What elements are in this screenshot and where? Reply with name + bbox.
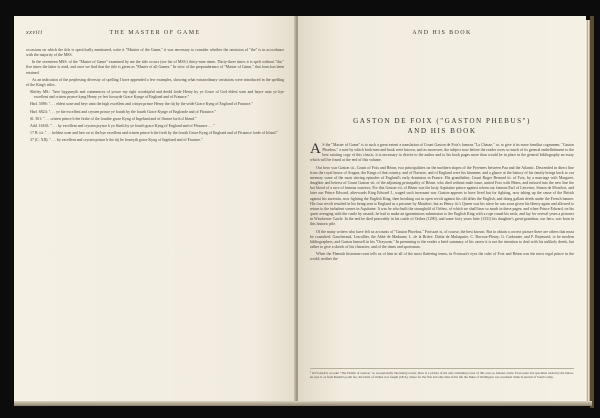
left-page xyxy=(14,16,296,401)
running-title: AND HIS BOOK xyxy=(412,30,472,36)
paragraph xyxy=(310,143,574,164)
paragraph: 37 (C. XII): ". . . by excellent and crysten prince h the iiij be foureyth grace Kyng of Ingeland and of Fraunce." xyxy=(30,138,203,143)
running-title: THE MASTER OF GAME xyxy=(109,30,201,36)
left-running-head xyxy=(26,30,284,36)
book-cover-edge xyxy=(590,16,594,408)
paragraph: occasions on which the title is specifically mentioned, write it "Maister of the Game," it was necessary to consider whether the omission of "the" is in accordance with the majority of the MSS. xyxy=(26,48,284,58)
right-page xyxy=(298,16,586,401)
chapter-title-main: GASTON DE FOIX ("GASTON PHEBUS") xyxy=(353,117,531,125)
drop-cap: A xyxy=(310,141,321,157)
right-body-text xyxy=(310,143,574,264)
right-running-head xyxy=(310,30,574,36)
paragraph-text: S the "Master of Game" is to such a great extent a translation of Count Gaston de Foix's famous "La Chasse," or, to give it its more familiar cognomen, "Gaston Phoebus," a note by which both men and book were known, and as moreover, the subject now before the reader owes so much of its general embellishment to the best existing copy of this classic, it is necessary to devote to the author and to his book pages more than would be in place in the general bibliography an essay which will be found at the end of this volume. xyxy=(310,143,574,163)
footnote: ¹ In Froissart's account "The Family of Gaston," so exceptionally interesting works, there is a picture of the only remaining tower of this once so famous castle. Even quite late specimen added by the mirror, he says it, as from Ruskin's point not, the battle of Orthez was fought (1814), where for the first and only time in his life the Duke of Wellington was wounded while in pursuit of Soult's army. xyxy=(310,368,574,379)
paragraph: 17 B. iii: ". . . heldest sone and heir on to the hye excellent and cristen prince h the forth by the fourth Grace Kyng of Englond and of Ffraunce lorde of Irlond." xyxy=(30,131,278,136)
paragraph: Add. 16165: ". . . by excellent and crysten prynce h ye ffurth by ye fourth grace Kyng of Englond and of Ffraunce . . ." xyxy=(30,123,215,128)
left-body-text xyxy=(26,48,284,145)
paragraph: Of the many writers who have left us accounts of "Gaston Phoebus," Froissart is, of course, the best known. But to obtain a correct picture there are others that must be consulted: Gaucheraud, Lescallier, the Abbé de Madaune, L. de la Brière, Dubia de Malaspaire, C. Bavoux-Fleury, G. Carbonier, and P. Raymond, to be modern bibliographers, and Gaston himself in his "Oraysons." In presenting to the reader a brief summary of his career it is not the intention to deal with his unlikely deeds, but rather to give a sketch of his character, and of the times and sportsman. xyxy=(310,229,574,249)
paragraph: When the Flemish historian-court tells us of him in all of the most flattering terms, in Froissart's eyes the ruler of Foix and Béarn was the most regal prince in the world; neither the xyxy=(310,252,574,262)
paragraph: Shirley MS.: "here bygynnyth and commences of yowre my right worshipful and dredd lorde Henry by ye Grace of God eldest sone and hayre unto ye hye excellent and cristen prynce kyng Henry ye fert forsayde Grace Kynge of Englond and of Fraunce." xyxy=(30,90,284,100)
paragraph: As an indication of the perplexing diversity of spelling I have appended a few examples, showing what extraordinary variations were introduced in the spelling of the King's titles. xyxy=(26,77,284,87)
open-book xyxy=(14,16,592,408)
chapter-title xyxy=(318,116,566,136)
paragraph: Harl. 6824: ". . . ye hie excellent and crysten prince ye fourth by the fourth Grace Kynge of Englonde and of Ffraunce." xyxy=(30,109,217,114)
page-number: xxviii xyxy=(26,30,43,36)
paragraph: Sl. 561: ". . . cristen prince h the firthe of the fourthe grace Kyng of Ingeland and of ffrance lord of Irland." xyxy=(30,116,197,121)
paragraph: In the seventeen MSS. of the "Master of Game" examined by me the title occurs (see list of MSS.) thirty-nine times. Thirty-three times it is spelt without "the," five times the latter is used, and once we find that the title is given as "Master of all Games." In view of the preponderance of "Master of Game," that form has been retained. xyxy=(26,60,284,75)
paragraph: Harl. 5086: ". . . eldest sone and heyr unto the high excellent and cristyn prince Henry the iiij by the seide Grace Kyng of Englond of Fraunce." xyxy=(30,102,253,107)
paragraph: Our hero was Gaston iii., Count of Foix and Béarn, two principalities on the northern slopes of the Pyrenees between Pau and the Atlantic. Descended in direct line from the royal house of Aragon, the Kings of that country, and of Navarre, and of England were his kinsmen; and a glance at the history of his family brings back to our memory some of the most stirring episodes of England's early dominion in France. His grandfather, Count Roger Bernard iii. of Foix, by a marriage with Margaret, daughter and heiress of Count Gaston vii. of the adjoining principality of Béarn, who died without male issue, united Foix with Béarn, and infused into the new line the hot blood of a race of famous warriors. For this Gaston vii. of Béarn was the lusty Aquitaine prince against whom our famous Earl of Leicester, Simon de Montfort, and later our Prince Edward, afterwards King Edward I., waged such incessant war. Gaston appears to have lived but for fighting, now taking up the cause of the British against his suzerain, now fighting the English King, then breaking out in open revolt against his old allies the English, and doing gallant deeds under the French banner. His four revolt resulted in his being sent to England as a prisoner by Montfort, but as Henry iii.'s Queen was his niece he was soon given his liberty again and allowed to return to the turbulent scenes in Aquitaine. It was he who built the stronghold of Orthez, of which we shall hear so much in these pages; and when Prince Edward, on his quest avenging with the castle by assault, he had to make an ignominious submission to the English King with a rope round his neck, and lay for several years a prisoner in Winchester Castle. In the end he died peaceably in his castle of Orthez (1290), and some forty years later (1331) his daughter's great-grandson, our hero, was born in this historic pile. xyxy=(310,165,574,227)
chapter-title-sub: AND HIS BOOK xyxy=(407,127,477,135)
book-bottom-edge xyxy=(14,401,592,406)
